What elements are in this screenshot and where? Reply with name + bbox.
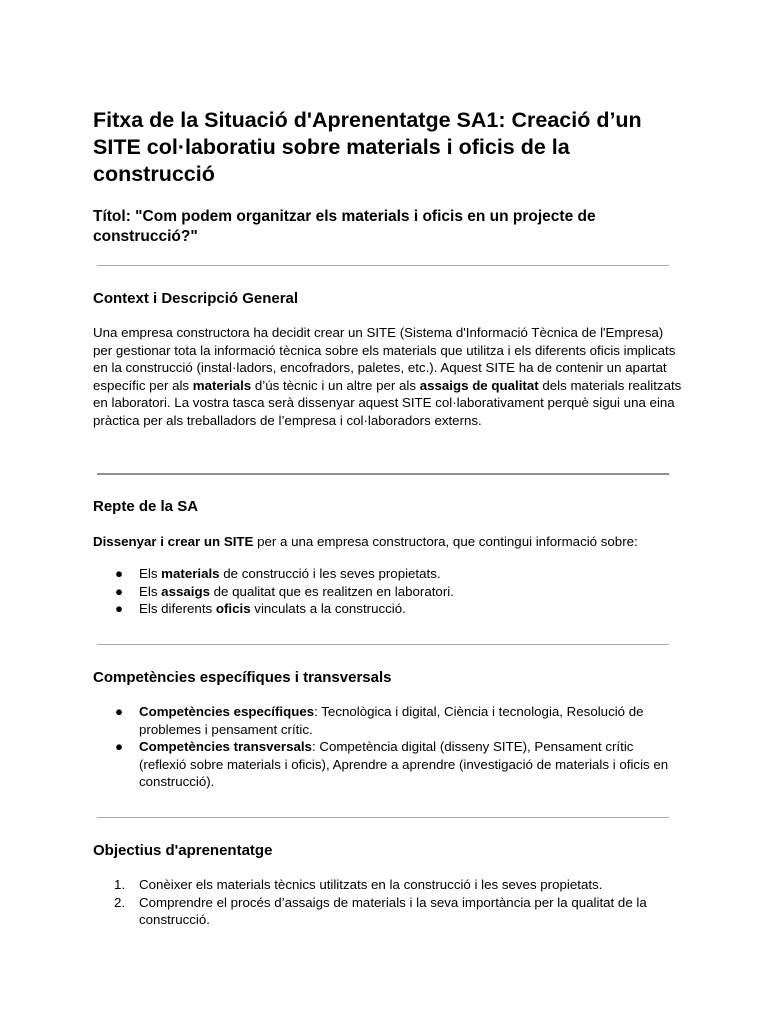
bullet-icon: ● xyxy=(115,601,124,617)
bullet-icon: ● xyxy=(115,704,124,719)
document-title: Fitxa de la Situació d'Aprenentatge SA1: Creació d’un SITE col·laboratiu sobre materials i oficis de la construcció xyxy=(93,108,642,186)
list-item-text: Els diferents xyxy=(139,601,216,617)
section-divider xyxy=(97,644,669,645)
bullet-icon: ● xyxy=(115,566,124,581)
context-text-2: d’ús tècnic i un altre per als xyxy=(251,377,420,393)
repte-heading: Repte de la SA xyxy=(93,498,199,515)
list-item-bold: materials xyxy=(161,566,220,581)
list-item xyxy=(93,876,683,894)
context-text-1: Una empresa constructora ha decidit crear un SITE (Sistema d'Informació Tècnica de l'Empresa) per gestionar tota la informació tècnica sobre els materials que utilitza i els diferents oficis implicats en la construcció (instal·ladors, encofradors, paletes, etc.). Aquest SITE ha de contenir un apartat específic per als xyxy=(93,325,676,393)
repte-list xyxy=(93,565,683,618)
list-item xyxy=(93,894,683,929)
list-item-text: de construcció i les seves propietats. xyxy=(219,566,441,581)
section-divider xyxy=(97,817,669,818)
list-item-text: de qualitat que es realitzen en laboratori. xyxy=(209,583,454,599)
list-item-bold: oficis xyxy=(215,601,251,617)
list-item-text: Els xyxy=(139,566,162,581)
context-heading: Context i Descripció General xyxy=(93,290,299,307)
list-item-text: : Competència digital (disseny SITE), Pensament crític (reflexió sobre materials i oficis), Aprendre a aprendre (investigació de materials i oficis en construcció). xyxy=(139,739,669,790)
list-item-text: Els xyxy=(139,583,162,599)
list-item-bold: assaigs xyxy=(161,583,210,599)
list-item-text: Comprendre el procés d’assaigs de materials i la seva importància per la qualitat de la construcció. xyxy=(139,894,647,928)
list-number: 1. xyxy=(114,877,126,892)
document-subtitle: Títol: "Com podem organitzar els materials i oficis en un projecte de construcció?" xyxy=(93,208,596,245)
repte-intro-bold: Dissenyar i crear un SITE xyxy=(93,534,254,549)
bullet-icon: ● xyxy=(115,739,124,755)
objectius-heading: Objectius d'aprenentatge xyxy=(93,842,273,859)
context-paragraph xyxy=(93,324,683,430)
competencies-heading: Competències específiques i transversals xyxy=(93,669,392,686)
list-item xyxy=(93,703,683,738)
section-divider xyxy=(97,265,669,266)
list-number: 2. xyxy=(114,894,126,910)
list-item-text: Conèixer els materials tècnics utilitzats en la construcció i les seves propietats. xyxy=(139,877,603,892)
list-item xyxy=(93,583,683,601)
bullet-icon: ● xyxy=(115,583,124,599)
list-item-text: : Tecnològica i digital, Ciència i tecnologia, Resolució de problemes i pensament crític. xyxy=(139,704,644,737)
context-text-3: dels materials realitzats en laboratori. La vostra tasca serà dissenyar aquest SITE col·laborativament perquè sigui una eina pràctica per als treballadors de l’empresa i col·laboradors externs. xyxy=(93,377,682,428)
repte-intro xyxy=(93,533,683,551)
context-bold-assaigs: assaigs de qualitat xyxy=(419,377,539,393)
list-item-bold: Competències transversals xyxy=(139,739,312,755)
list-item-bold: Competències específiques xyxy=(139,704,315,719)
objectius-list xyxy=(93,876,683,929)
list-item xyxy=(93,600,683,618)
list-item-text: vinculats a la construcció. xyxy=(250,601,406,617)
repte-intro-text: per a una empresa constructora, que contingui informació sobre: xyxy=(253,534,638,549)
list-item xyxy=(93,738,683,791)
list-item xyxy=(93,565,683,583)
competencies-list xyxy=(93,703,683,791)
section-divider xyxy=(97,473,669,475)
context-bold-materials: materials xyxy=(192,377,252,393)
